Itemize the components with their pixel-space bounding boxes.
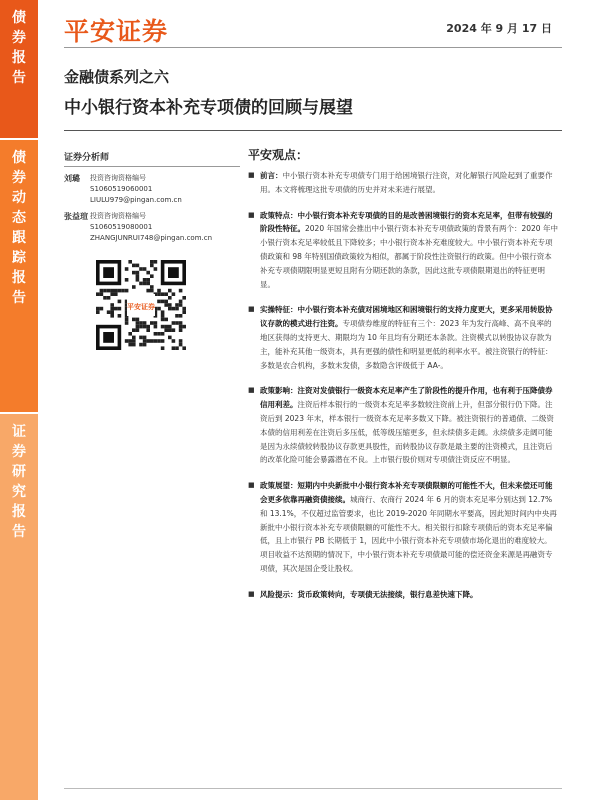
side-label-char: 报 [12, 50, 26, 66]
viewpoint-lead: 政策影响：注资对发债银行一级资本充足率产生了阶段性的提升作用，也有利于压降债券信用利差。 [260, 386, 553, 410]
analysts-heading: 证券分析师 [64, 150, 240, 167]
side-label-char: 券 [12, 444, 26, 460]
side-label-char: 跟 [12, 230, 26, 246]
bullet-icon: ■ [248, 171, 255, 179]
analyst-entry [64, 173, 240, 206]
side-label-char: 报 [12, 270, 26, 286]
viewpoint-text: 中小银行资本补充专项债专门用于给困境银行注资，对化解银行风险起到了重要作用。本文将梳理这批专项债的历史并对未来进行展望。 [260, 171, 553, 194]
side-label-char: 证 [12, 424, 26, 440]
bullet-icon: ■ [248, 386, 255, 395]
side-label-char: 研 [12, 464, 26, 480]
side-label-char: 究 [12, 484, 26, 500]
analyst-cert-label: 投资咨询资格编号 [90, 212, 146, 220]
side-label-char: 债 [12, 10, 26, 26]
analyst-name: 刘璐 [64, 174, 80, 183]
side-label-char: 告 [12, 290, 26, 306]
side-label-bond-report [0, 0, 38, 138]
page-title: 中小银行资本补充专项债的回顾与展望 [64, 98, 353, 118]
side-label-char: 踪 [12, 250, 26, 266]
viewpoint-lead: 前言： [260, 171, 283, 180]
logo: 平安证券 [64, 17, 169, 46]
viewpoint-text: 注资后样本银行的一级资本充足率多数较注资前上升，但部分银行仍下降。注资后到 2023 年末，样本银行一级资本充足率多数又下降。被注资银行的普通债、二级资本债的信用利差在注资后多压低，低等级压缩更多，但永续债多走阔。永续债多走阔可能是因为永续债较转股协议存款更具股性，而转股协议存款是最主要的注资模式，且注资后的改革化险可能会暴露潜在不良。上市银行股价则对专项债注资反应不明显。 [260, 400, 554, 465]
side-label-char: 报 [12, 504, 26, 520]
side-label-char: 告 [12, 70, 26, 86]
analysts-block [64, 150, 240, 249]
viewpoint-item [248, 169, 558, 197]
report-date: 2024 年 9 月 17 日 [446, 22, 552, 35]
viewpoint-item [248, 209, 558, 292]
viewpoint-text: 专项债券维度的特征有三个：2023 年为发行高峰、高不良率的地区获得的支持更大、期限均为 10 年且均有分期还本条款。注资模式以转股协议存款为主，能补充其他一级资本，具有更强的债性和明显更低的利率水平。被注资银行的特征：多数是农合机构，多数未发债，多数隐含评级低于 AA-。 [260, 319, 553, 370]
side-label-tracking-report [0, 140, 38, 412]
viewpoint-item [248, 303, 558, 372]
analyst-entry [64, 211, 240, 244]
side-label-char: 动 [12, 190, 26, 206]
viewpoints-heading: 平安观点： [248, 148, 309, 162]
qr-code [96, 260, 186, 350]
side-label-char: 券 [12, 170, 26, 186]
analyst-email[interactable]: LIULU979@pingan.com.cn [90, 196, 182, 204]
bullet-icon: ■ [248, 305, 255, 314]
divider [64, 130, 562, 131]
divider [64, 47, 562, 48]
viewpoint-lead: 实操特征：中小银行资本补充债对困境地区和困境银行的支持力度更大，更多采用转股协议存款的模式进行注资。 [260, 305, 553, 329]
side-strip [0, 0, 38, 800]
bullet-icon: ■ [248, 589, 255, 598]
bullet-icon: ■ [248, 481, 255, 490]
viewpoint-lead: 政策特点：中小银行资本补充专项债的目的是改善困境银行的资本充足率，但带有较强的阶段性特征。 [260, 210, 553, 234]
analyst-cert-no: S1060519080001 [90, 223, 153, 231]
viewpoint-text: 2020 年国常会推出中小银行资本补充专项债政策的背景有两个：2020 年中小银行资本充足率较低且下降较多；中小银行资本补充难度较大。中小银行资本补充专项债政策和 98 年特别国债政策较为相似，都属于阶段性注资银行的政策。但中小银行资本补充专项债期限明显更短且附有分期还款的条款，因此这批专项债限期退出的特征更明显。 [260, 224, 558, 289]
viewpoints [248, 146, 558, 614]
bullet-icon: ■ [248, 210, 255, 219]
analyst-cert-label: 投资咨询资格编号 [90, 174, 146, 182]
side-label-char: 态 [12, 210, 26, 226]
analyst-email[interactable]: ZHANGJUNRUI748@pingan.com.cn [90, 234, 213, 242]
viewpoint-text: 城商行、农商行 2024 年 6 月的资本充足率分别达到 12.7%和 13.1%，不仅超过监管要求，也比 2019-2020 年同期水平要高，因此短时间内中央再新批中小银行资本补充专项债限额的可能性不大。相关银行扣除专项债后的资本充足率偏低，且上市银行 PB 长期低于 1，因此中小银行资本补充专项债市场化退出的难度较大。项目收益不达预期的情况下，中小银行资本补充专项债最可能的偿还资金来源是再融资专项债，其次是国企受让股权。 [260, 494, 557, 573]
side-label-char: 券 [12, 30, 26, 46]
viewpoint-item [248, 479, 558, 576]
viewpoint-item [248, 588, 558, 602]
side-label-char: 告 [12, 524, 26, 540]
divider [64, 788, 562, 789]
svg-text:平安证券: 平安证券 [127, 303, 155, 311]
side-label-research-report [0, 414, 38, 800]
side-label-char: 债 [12, 150, 26, 166]
viewpoint-item [248, 384, 558, 467]
series-title: 金融债系列之六 [64, 68, 170, 86]
viewpoint-lead: 风险提示：货币政策转向，专项债无法接续，银行息差快速下降。 [260, 589, 478, 599]
viewpoint-lead: 政策展望：短期内中央新批中小银行资本补充专项债限额的可能性不大，但未来偿还可能会更多依靠再融资债接续。 [260, 481, 553, 504]
analyst-cert-no: S1060519060001 [90, 185, 153, 193]
analyst-name: 张益瑄 [64, 212, 88, 221]
